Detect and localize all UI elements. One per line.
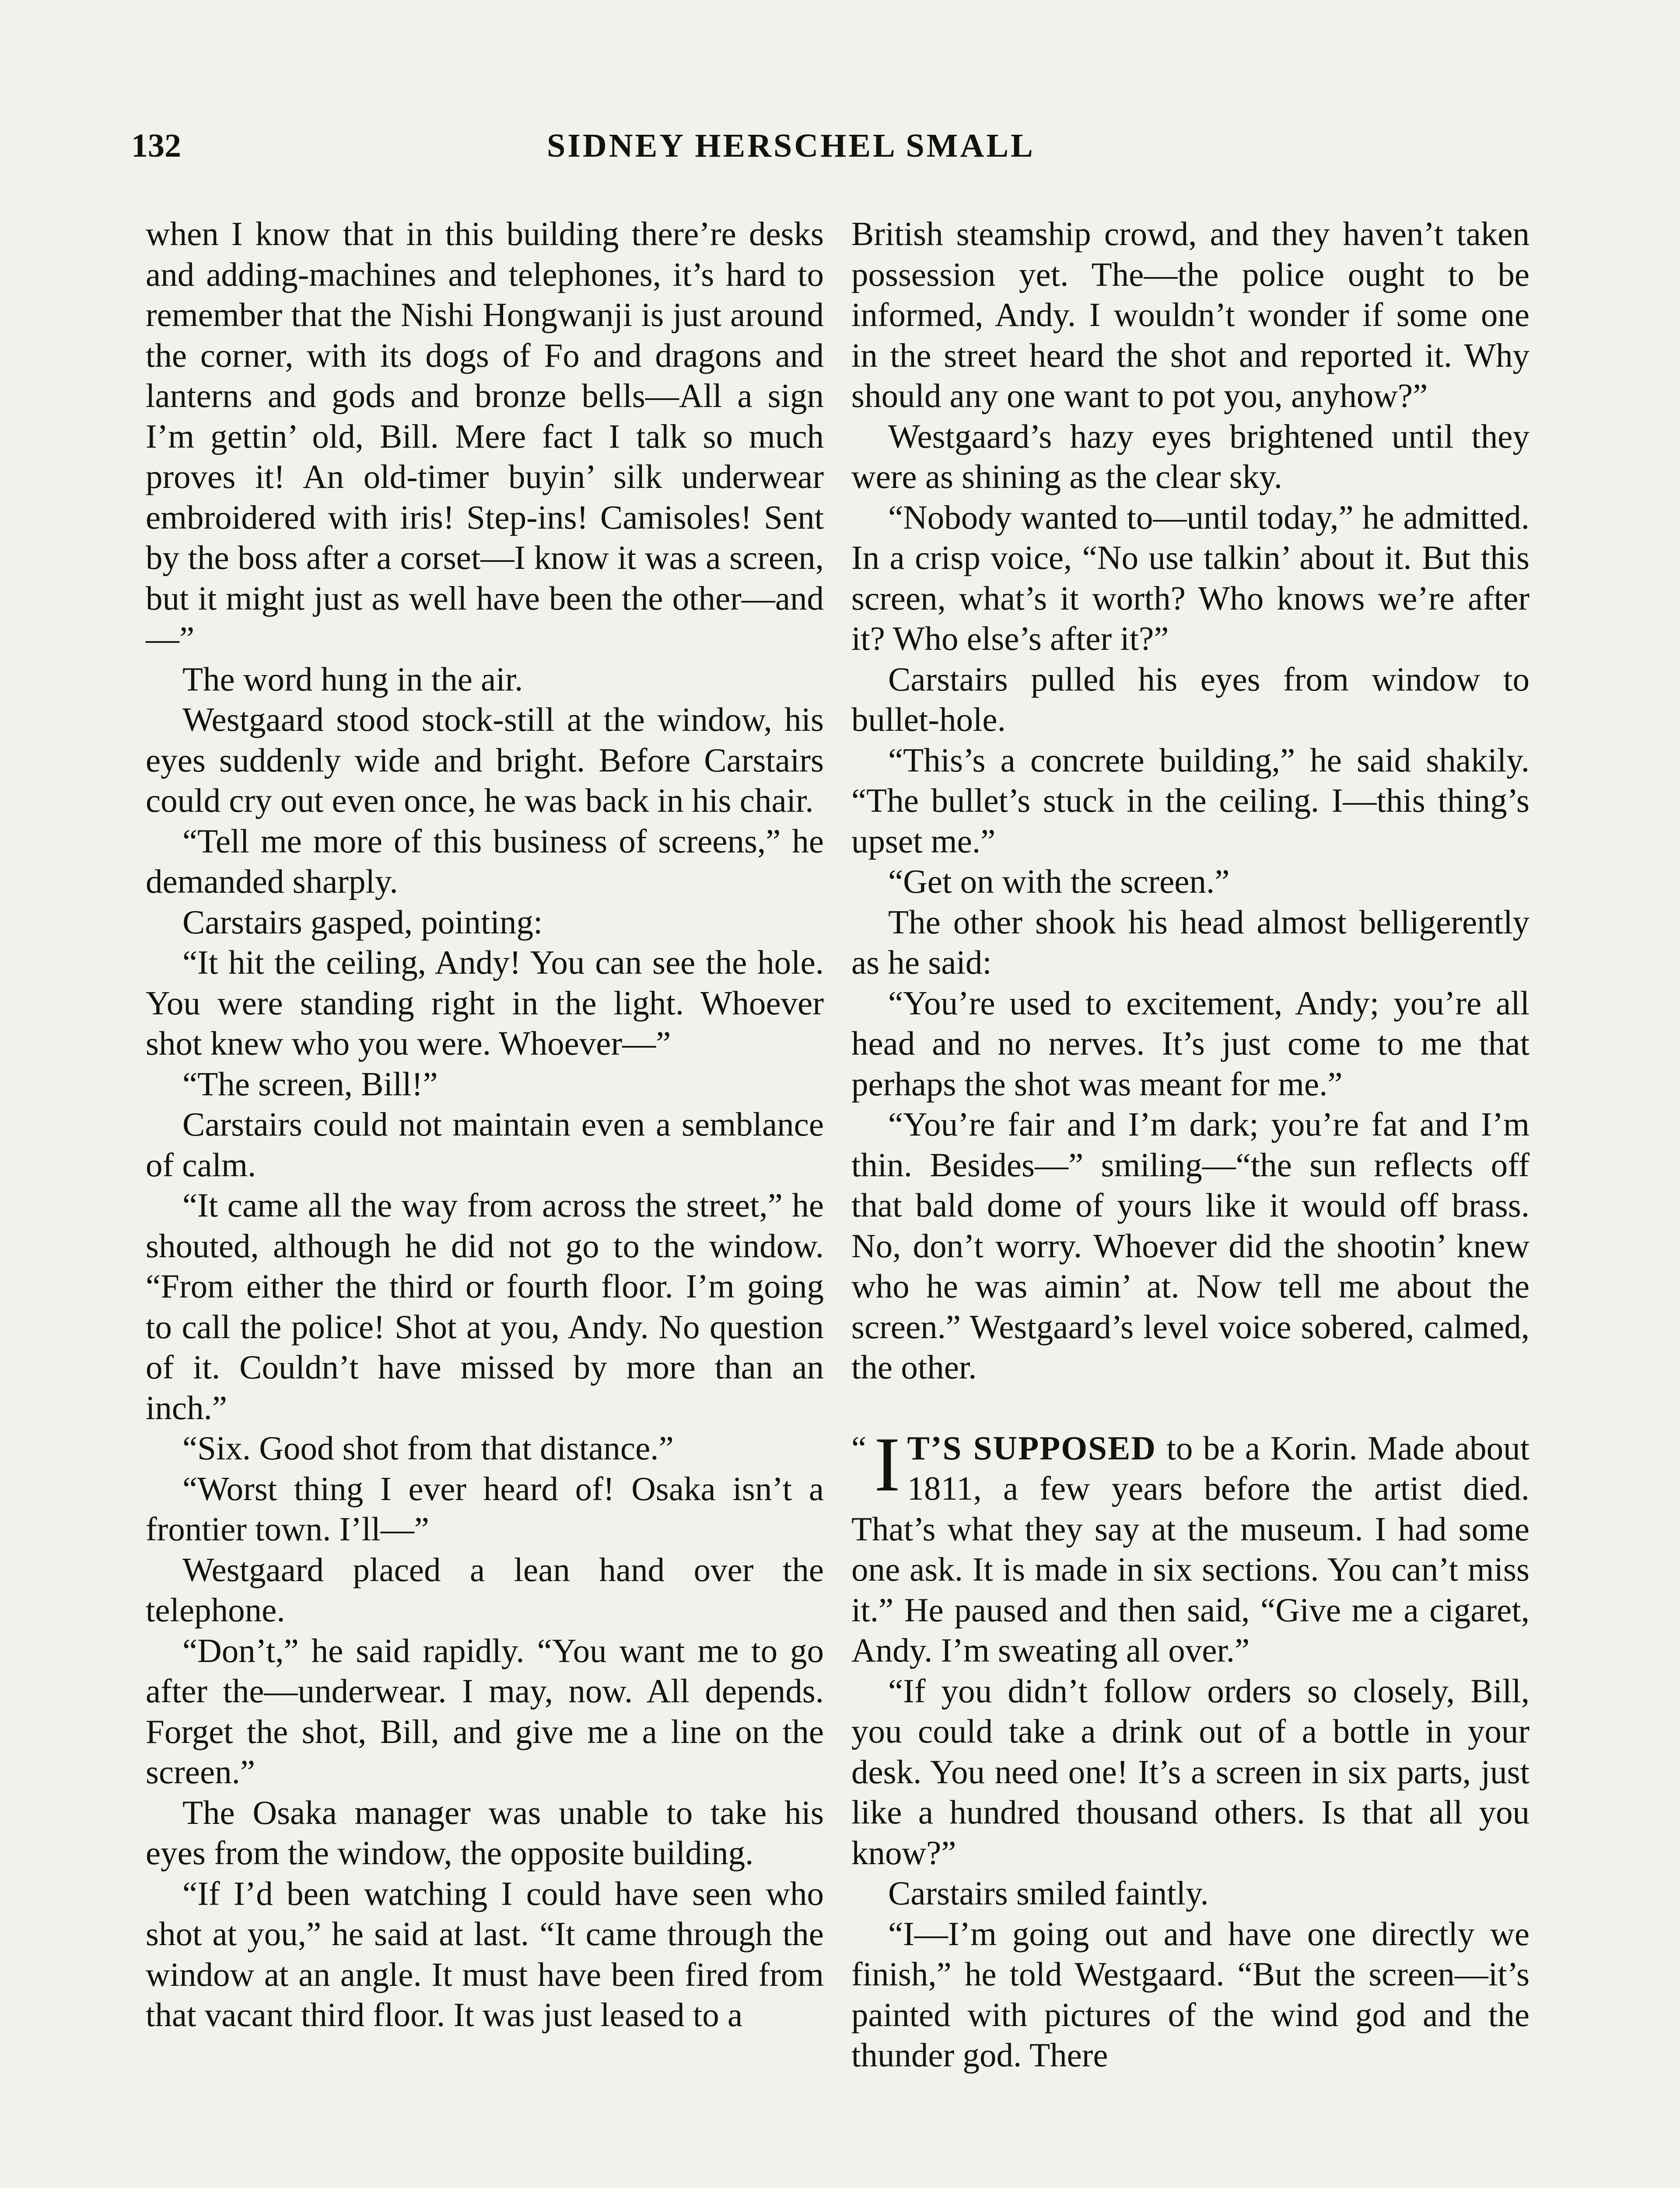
paragraph: “It came all the way from across the street,” he shouted, although he did not go to the window. “From either the third or fourth floor. I’m going to call the police! Shot at you, Andy. No question of it. Couldn’t have missed by more than an inch.” xyxy=(146,1186,824,1427)
paragraph: Westgaard placed a lean hand over the telephone. xyxy=(146,1550,824,1629)
paragraph: “I—I’m going out and have one directly we finish,” he told Westgaard. “But the screen—it’s painted with pictures of the wind god and the thunder god. There xyxy=(851,1914,1530,2074)
left-column xyxy=(146,214,824,2035)
paragraph: Westgaard stood stock-still at the window, his eyes suddenly wide and bright. Before Carstairs could cry out even once, he was back in his chair. xyxy=(146,701,824,819)
paragraph: Carstairs gasped, pointing: xyxy=(182,903,543,941)
paragraph: Carstairs could not maintain even a semblance of calm. xyxy=(146,1105,824,1184)
paragraph: “This’s a concrete building,” he said shakily. “The bullet’s stuck in the ceiling. I—this thing’s upset me.” xyxy=(851,741,1530,860)
section-break-space xyxy=(851,1388,1530,1428)
paragraph: “Six. Good shot from that distance.” xyxy=(182,1429,674,1467)
opening-quote-mark: “ xyxy=(851,1429,867,1467)
paragraph: “Don’t,” he said rapidly. “You want me to go after the—underwear. I may, now. All depends. Forget the shot, Bill, and give me a line on the screen.” xyxy=(146,1631,824,1791)
running-head: SIDNEY HERSCHEL SMALL xyxy=(547,127,1035,164)
section-opening-paragraph xyxy=(851,1420,1530,1671)
paragraph: “Tell me more of this business of screens,” he demanded sharply. xyxy=(146,822,824,900)
paragraph: “Nobody wanted to—until today,” he admitted. In a crisp voice, “No use talkin’ about it. But this screen, what’s it worth? Who knows we’re after it? Who else’s after it?” xyxy=(851,498,1530,657)
paragraph: The word hung in the air. xyxy=(182,660,523,698)
paragraph: “If you didn’t follow orders so closely, Bill, you could take a drink out of a bottle in your desk. You need one! It’s a screen in six parts, just like a hundred thousand others. Is that all you know?” xyxy=(851,1672,1530,1872)
paragraph: “Get on with the screen.” xyxy=(888,863,1230,900)
paragraph: Carstairs pulled his eyes from window to bullet-hole. xyxy=(851,660,1530,738)
section-opening-text: to be a Korin. Made about 1811, a few years before the artist died. That’s what they say at the museum. I had some one ask. It is made in six sections. You can’t miss it.” He paused and then said, “Give me a cigaret, Andy. I’m sweating all over.” xyxy=(851,1429,1530,1669)
paragraph: “You’re used to excitement, Andy; you’re all head and no nerves. It’s just come to me that perhaps the shot was meant for me.” xyxy=(851,984,1530,1103)
page-number: 132 xyxy=(131,127,181,164)
paragraph: “You’re fair and I’m dark; you’re fat and I’m thin. Besides—” smiling—“the sun reflects off that bald dome of yours like it would off brass. No, don’t worry. Whoever did the shootin’ knew who he was aimin’ at. Now tell me about the screen.” Westgaard’s level voice sobered, calmed, the other. xyxy=(851,1105,1530,1386)
paragraph: “The screen, Bill!” xyxy=(182,1065,438,1103)
page-header xyxy=(131,122,1536,170)
paragraph: “Worst thing I ever heard of! Osaka isn’t a frontier town. I’ll—” xyxy=(146,1469,824,1548)
paragraph: British steamship crowd, and they haven’t taken possession yet. The—the police ought to be informed, Andy. I wouldn’t wonder if some one in the street heard the shot and reported it. Why should any one want to pot you, anyhow?” xyxy=(851,215,1530,414)
drop-cap: I xyxy=(874,1420,900,1508)
paragraph: Carstairs smiled faintly. xyxy=(888,1874,1209,1912)
right-column xyxy=(851,214,1530,2076)
paragraph: Westgaard’s hazy eyes brightened until they were as shining as the clear sky. xyxy=(851,417,1530,495)
paragraph: when I know that in this building there’re desks and adding-machines and telephones, it’s hard to remember that the Nishi Hongwanji is just around the corner, with its dogs of Fo and dragons and lanterns and gods and bronze bells—All a sign I’m gettin’ old, Bill. Mere fact I talk so much proves it! An old-timer buyin’ silk underwear embroidered with iris! Step-ins! Camisoles! Sent by the boss after a corset—I know it was a screen, but it might just as well have been the other—and—” xyxy=(146,215,824,657)
paragraph: “It hit the ceiling, Andy! You can see the hole. You were standing right in the light. Whoever shot knew who you were. Whoever—” xyxy=(146,943,824,1062)
paragraph: The other shook his head almost belligerently as he said: xyxy=(851,903,1530,981)
paragraph: The Osaka manager was unable to take his eyes from the window, the opposite building. xyxy=(146,1793,824,1872)
section-lead-caps: T’S SUPPOSED xyxy=(907,1429,1156,1467)
paragraph: “If I’d been watching I could have seen who shot at you,” he said at last. “It came through the window at an angle. It must have been fired from that vacant third floor. It was just leased to a xyxy=(146,1874,824,2034)
